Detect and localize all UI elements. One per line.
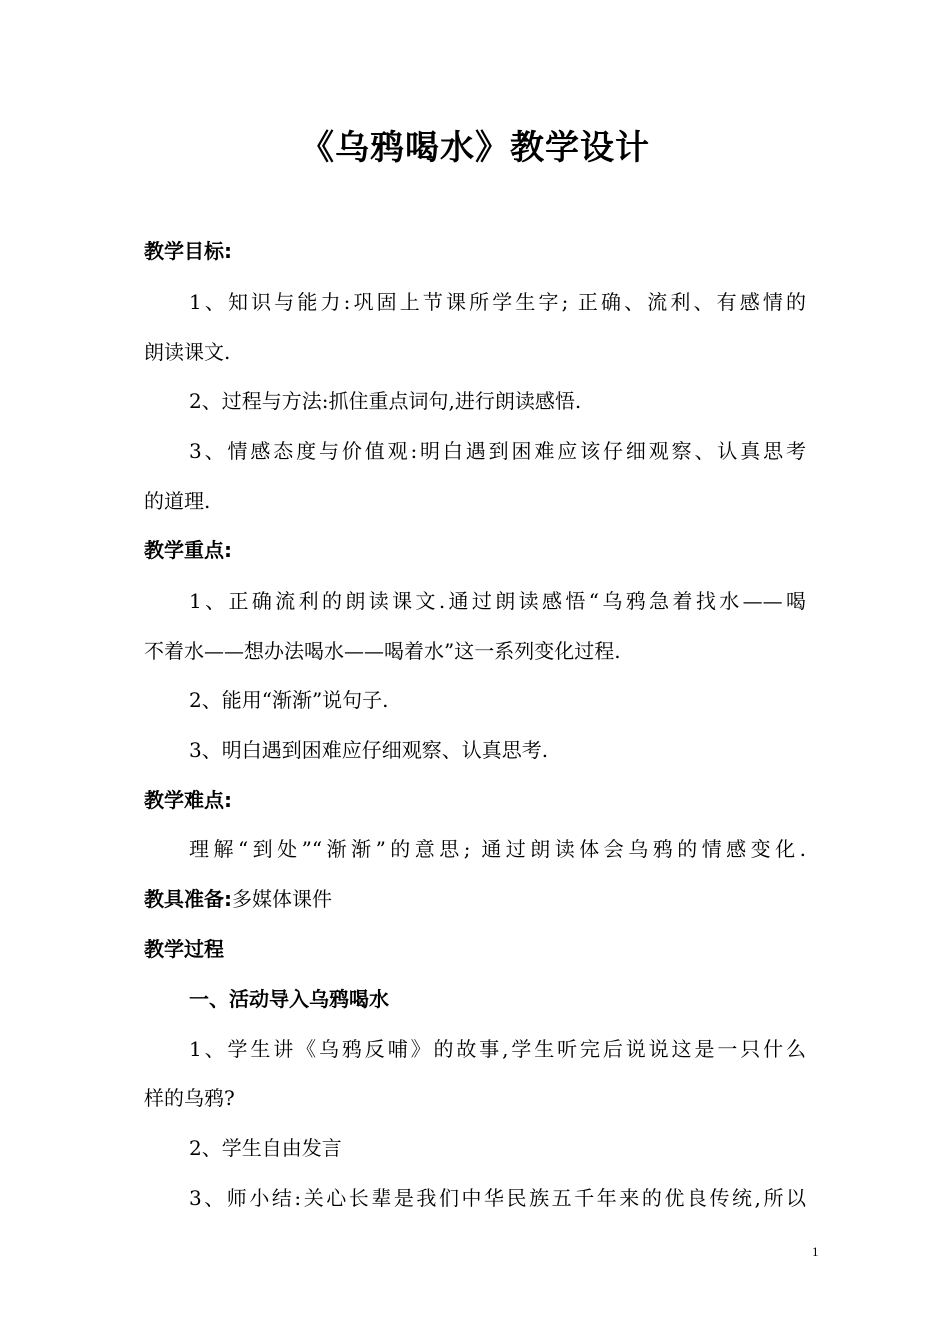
focus-item-2: 2、能用“渐渐”说句子.	[189, 688, 389, 712]
process-item-2: 2、学生自由发言	[189, 1136, 342, 1160]
focus-item-3: 3、明白遇到困难应仔细观察、认真思考.	[189, 738, 549, 762]
focus-item-1-line-2: 不着水——想办法喝水——喝着水”这一系列变化过程.	[144, 639, 621, 663]
process-item-1-line-2: 样的乌鸦?	[144, 1086, 235, 1110]
difficulty-text: 理解“到处”“渐渐”的意思; 通过朗读体会乌鸦的情感变化.	[189, 837, 806, 861]
process-item-1-line-1: 1、学生讲《乌鸦反哺》的故事,学生听完后说说这是一只什么	[189, 1037, 806, 1061]
goals-item-1-line-2: 朗读课文.	[144, 340, 231, 364]
goals-item-1-line-1: 1、知识与能力:巩固上节课所学生字; 正确、流利、有感情的	[189, 290, 806, 314]
tools-text: 多媒体课件	[232, 887, 332, 911]
goals-item-3-line-1: 3、情感态度与价值观:明白遇到困难应该仔细观察、认真思考	[189, 439, 806, 463]
process-heading: 教学过程	[144, 937, 224, 961]
focus-heading: 教学重点:	[144, 538, 232, 562]
document-title: 《乌鸦喝水》教学设计	[300, 128, 650, 168]
goals-heading: 教学目标:	[144, 239, 232, 263]
tools-heading: 教具准备:	[144, 887, 232, 911]
page-number: 1	[812, 1244, 819, 1259]
focus-item-1-line-1: 1、正确流利的朗读课文.通过朗读感悟“乌鸦急着找水——喝	[189, 589, 806, 613]
tools-line	[144, 884, 806, 914]
goals-item-3-line-2: 的道理.	[144, 489, 211, 513]
goals-item-2: 2、过程与方法:抓住重点词句,进行朗读感悟.	[189, 389, 582, 413]
difficulty-heading: 教学难点:	[144, 788, 232, 812]
process-item-3-line-1: 3、师小结:关心长辈是我们中华民族五千年来的优良传统,所以	[189, 1186, 806, 1210]
process-section-1-title: 一、活动导入乌鸦喝水	[189, 987, 389, 1011]
